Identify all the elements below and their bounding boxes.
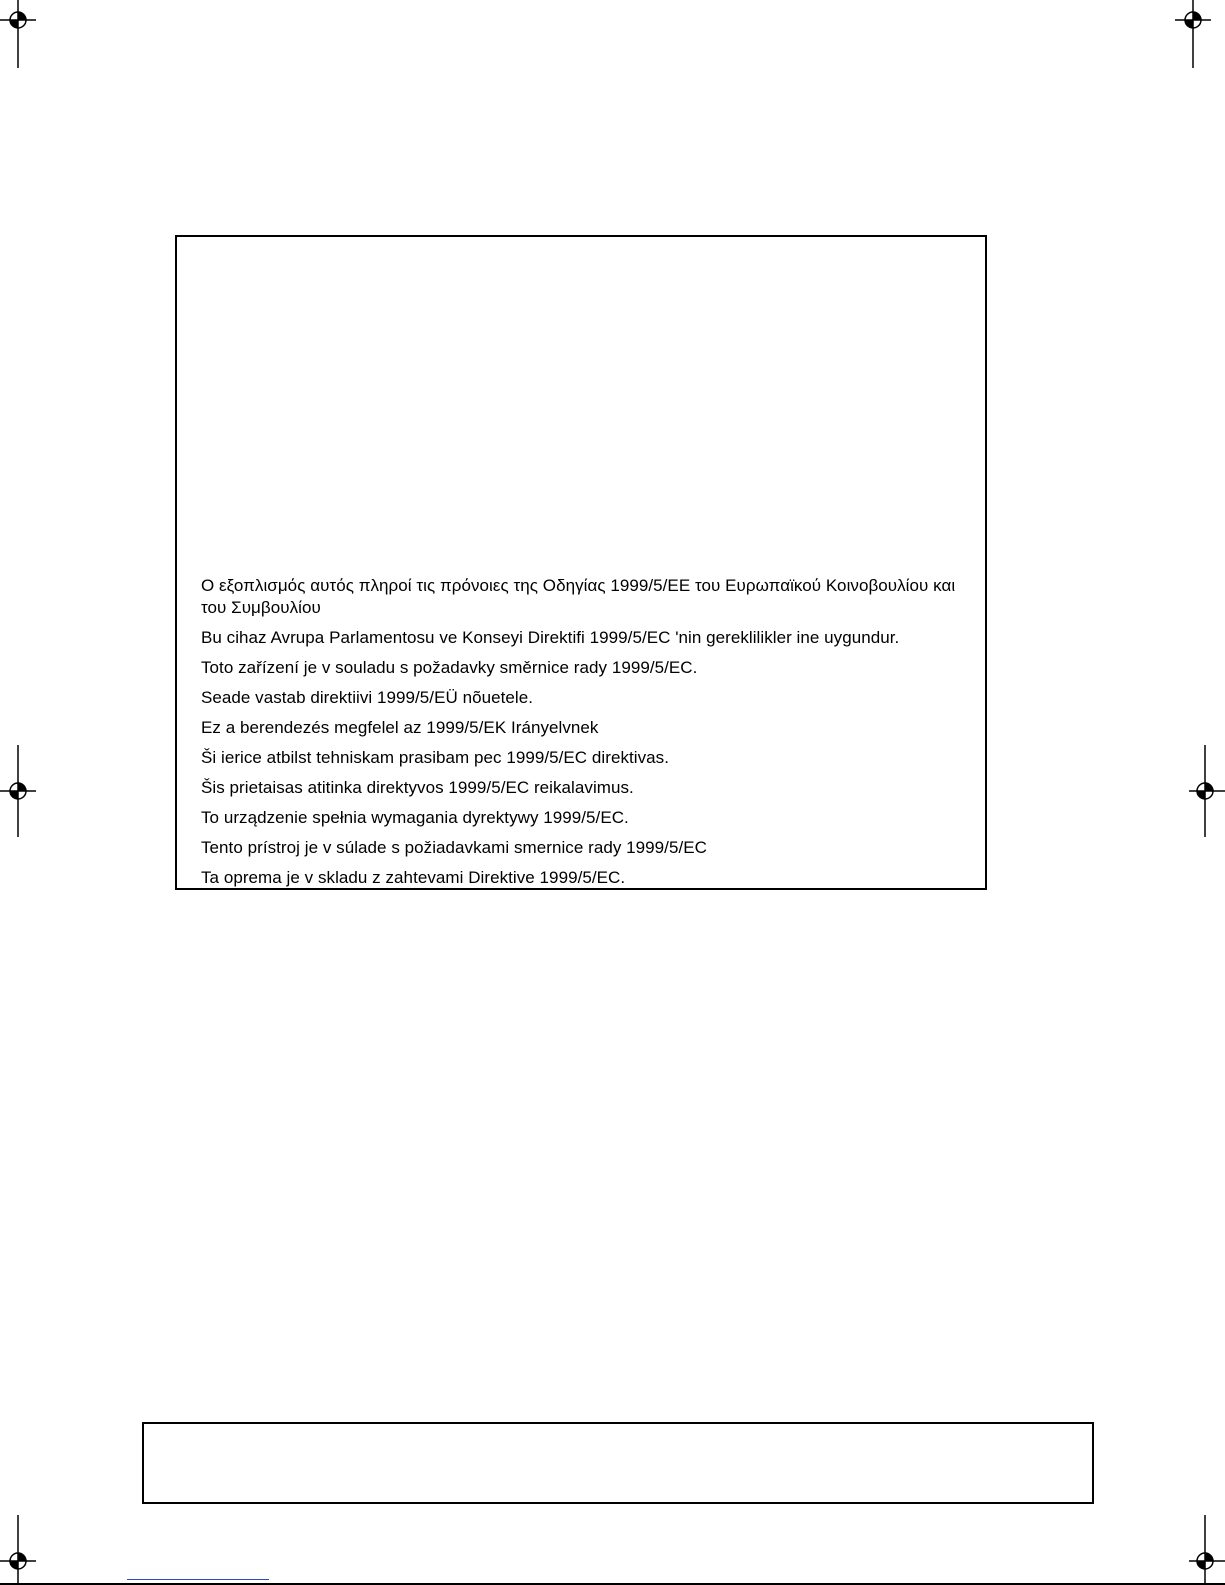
registration-mark-top-left-icon <box>0 0 40 70</box>
compliance-statement-lithuanian: Šis prietaisas atitinka direktyvos 1999/5/EC reikalavimus. <box>201 778 634 797</box>
registration-mark-middle-left-icon <box>0 745 40 837</box>
compliance-statement-hungarian: Ez a berendezés megfelel az 1999/5/EK Irányelvnek <box>201 718 599 737</box>
footer-box <box>142 1422 1094 1504</box>
compliance-statement-latvian: Ši ierice atbilst tehniskam prasibam pec 1999/5/EC direktivas. <box>201 748 669 767</box>
compliance-statement-box <box>175 235 987 890</box>
registration-mark-bottom-right-icon <box>1185 1515 1225 1585</box>
compliance-statement-slovak: Tento prístroj je v súlade s požiadavkami smernice rady 1999/5/EC <box>201 838 707 857</box>
compliance-statement-turkish: Bu cihaz Avrupa Parlamentosu ve Konseyi Direktifi 1999/5/EC 'nin gereklilikler ine uygundur. <box>201 628 900 647</box>
registration-mark-middle-right-icon <box>1185 745 1225 837</box>
compliance-statement-estonian: Seade vastab direktiivi 1999/5/EÜ nõuetele. <box>201 688 533 707</box>
registration-mark-top-right-icon <box>1175 0 1215 70</box>
compliance-statement-czech: Toto zařízení je v souladu s požadavky směrnice rady 1999/5/EC. <box>201 658 698 677</box>
compliance-statement-slovenian: Ta oprema je v skladu z zahtevami Direktive 1999/5/EC. <box>201 868 626 887</box>
compliance-statement-greek: Ο εξοπλισμός αυτός πληροί τις πρόνοιες της Οδηγίας 1999/5/EE του Ευρωπαϊκού Κοινοβουλίου και του Συμβουλίου <box>201 576 956 617</box>
bottom-link-underline <box>127 1579 269 1580</box>
compliance-statement-polish: To urządzenie spełnia wymagania dyrektywy 1999/5/EC. <box>201 808 629 827</box>
registration-mark-bottom-left-icon <box>0 1515 40 1585</box>
compliance-statement-list <box>201 575 981 897</box>
